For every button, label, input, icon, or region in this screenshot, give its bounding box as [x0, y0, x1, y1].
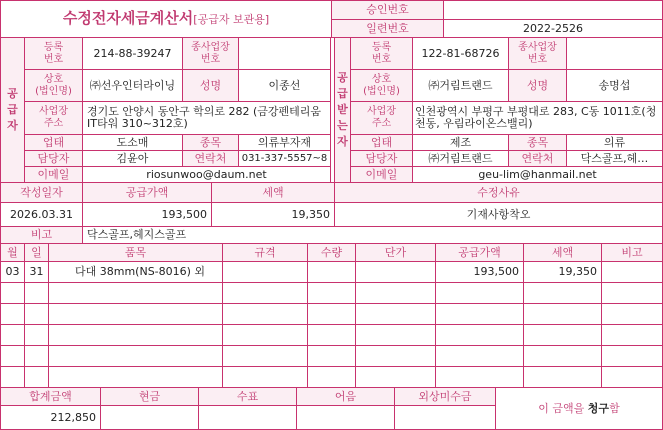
row-supply: [436, 325, 524, 346]
supplier-item: 의류부자재: [239, 135, 331, 151]
col-spec: 규격: [223, 244, 308, 262]
row-tax: [524, 325, 602, 346]
row-day: [25, 304, 49, 325]
row-month: [1, 346, 25, 367]
buyer-reg-label: 등록 번호: [351, 38, 413, 70]
serial-label: 일련번호: [332, 20, 444, 38]
supplier-name-label: 상호 (법인명): [25, 70, 83, 102]
credit-label: 외상미수금: [395, 388, 496, 406]
buyer-contact-label: 담당자: [351, 151, 413, 167]
supplier-side-label: 공급자: [1, 38, 25, 183]
issue-date: 2026.03.31: [1, 203, 83, 227]
col-remark: 비고: [602, 244, 662, 262]
supplier-type: 도소매: [83, 135, 183, 151]
supplier-addr-label: 사업장 주소: [25, 102, 83, 135]
row-qty: [308, 262, 356, 283]
row-item: [49, 304, 223, 325]
row-tax: [524, 367, 602, 388]
supplier-company-name: ㈜선우인터라이닝: [83, 70, 183, 102]
row-item: 다대 38mm(NS-8016) 외: [49, 262, 223, 283]
buyer-address: 인천광역시 부평구 부평대로 283, C동 1011호(청천동, 우림라이온스밸리): [413, 102, 662, 135]
bill-amount: [297, 406, 395, 429]
row-remark: [602, 325, 662, 346]
approval-value: [444, 1, 662, 20]
row-supply: [436, 304, 524, 325]
supplier-item-label: 종목: [183, 135, 239, 151]
row-tax: [524, 346, 602, 367]
buyer-company-name: ㈜거림트랜드: [413, 70, 509, 102]
buyer-name-label: 상호 (법인명): [351, 70, 413, 102]
buyer-ceo-label: 성명: [509, 70, 567, 102]
supplier-email: riosunwoo@daum.net: [83, 167, 331, 183]
total-label: 합계금액: [1, 388, 101, 406]
supplier-contact-label: 담당자: [25, 151, 83, 167]
row-supply: [436, 346, 524, 367]
row-unit-price: [356, 346, 436, 367]
approval-label: 승인번호: [332, 1, 444, 20]
row-month: [1, 304, 25, 325]
row-unit-price: [356, 283, 436, 304]
row-day: 31: [25, 262, 49, 283]
supplier-type-label: 업태: [25, 135, 83, 151]
row-remark: [602, 283, 662, 304]
row-item: [49, 367, 223, 388]
check-amount: [199, 406, 297, 429]
supplier-sub-no: [239, 38, 331, 70]
row-unit-price: [356, 304, 436, 325]
supplier-reg-label: 등록 번호: [25, 38, 83, 70]
row-qty: [308, 325, 356, 346]
check-label: 수표: [199, 388, 297, 406]
note-label: 비고: [1, 227, 83, 244]
row-tax: 19,350: [524, 262, 602, 283]
row-qty: [308, 367, 356, 388]
reason-label: 수정사유: [335, 183, 662, 203]
row-day: [25, 283, 49, 304]
row-month: [1, 367, 25, 388]
buyer-type-label: 업태: [351, 135, 413, 151]
total-amount: 212,850: [1, 406, 101, 429]
tax-amount: 19,350: [212, 203, 335, 227]
row-unit-price: [356, 262, 436, 283]
buyer-sub-no: [567, 38, 662, 70]
buyer-contact: ㈜거림트랜드: [413, 151, 509, 167]
col-unit-price: 단가: [356, 244, 436, 262]
claim-word: 청구: [587, 401, 610, 415]
modify-reason: 기재사항착오: [335, 203, 662, 227]
buyer-email-label: 이메일: [351, 167, 413, 183]
buyer-type: 제조: [413, 135, 509, 151]
row-spec: [223, 262, 308, 283]
row-month: [1, 283, 25, 304]
row-month: 03: [1, 262, 25, 283]
row-qty: [308, 283, 356, 304]
row-day: [25, 346, 49, 367]
row-spec: [223, 325, 308, 346]
bill-label: 어음: [297, 388, 395, 406]
credit-amount: [395, 406, 496, 429]
row-item: [49, 325, 223, 346]
supplier-ceo: 이종선: [239, 70, 331, 102]
col-day: 일: [25, 244, 49, 262]
supplier-ceo-label: 성명: [183, 70, 239, 102]
buyer-item-label: 종목: [509, 135, 567, 151]
invoice-title: 수정전자세금계산서[공급자 보관용]: [1, 1, 332, 38]
buyer-phone: 닥스골프,헤…: [567, 151, 662, 167]
buyer-side-label: 공급받는자: [335, 38, 351, 183]
buyer-email: geu-lim@hanmail.net: [413, 167, 662, 183]
row-spec: [223, 367, 308, 388]
row-remark: [602, 346, 662, 367]
supplier-phone: 031-337-5557~8: [239, 151, 331, 167]
row-unit-price: [356, 325, 436, 346]
row-item: [49, 346, 223, 367]
row-day: [25, 325, 49, 346]
buyer-item: 의류: [567, 135, 662, 151]
row-remark: [602, 304, 662, 325]
cash-label: 현금: [101, 388, 199, 406]
serial-value: 2022-2526: [444, 20, 662, 38]
buyer-addr-label: 사업장 주소: [351, 102, 413, 135]
row-item: [49, 283, 223, 304]
row-remark: [602, 367, 662, 388]
supplier-contact: 김윤아: [83, 151, 183, 167]
row-spec: [223, 346, 308, 367]
row-remark: [602, 262, 662, 283]
row-supply: 193,500: [436, 262, 524, 283]
row-tax: [524, 304, 602, 325]
tax-label: 세액: [212, 183, 335, 203]
supplier-phone-label: 연락처: [183, 151, 239, 167]
row-qty: [308, 304, 356, 325]
col-tax: 세액: [524, 244, 602, 262]
row-supply: [436, 367, 524, 388]
row-supply: [436, 283, 524, 304]
col-qty: 수량: [308, 244, 356, 262]
buyer-phone-label: 연락처: [509, 151, 567, 167]
supplier-email-label: 이메일: [25, 167, 83, 183]
date-label: 작성일자: [1, 183, 83, 203]
row-day: [25, 367, 49, 388]
claim-statement: 이 금액을 청구 함: [538, 401, 620, 415]
buyer-sub-label: 종사업장 번호: [509, 38, 567, 70]
row-tax: [524, 283, 602, 304]
row-month: [1, 325, 25, 346]
note-value: 닥스골프,헤지스골프: [83, 227, 662, 244]
buyer-reg-no: 122-81-68726: [413, 38, 509, 70]
supply-label: 공급가액: [83, 183, 212, 203]
supplier-address: 경기도 안양시 동안구 학의로 282 (금강펜테리움 IT타워 310~312호): [83, 102, 331, 135]
supply-amount: 193,500: [83, 203, 212, 227]
col-item: 품목: [49, 244, 223, 262]
row-spec: [223, 283, 308, 304]
buyer-ceo: 송명섭: [567, 70, 662, 102]
row-spec: [223, 304, 308, 325]
row-unit-price: [356, 367, 436, 388]
col-month: 월: [1, 244, 25, 262]
col-supply: 공급가액: [436, 244, 524, 262]
supplier-reg-no: 214-88-39247: [83, 38, 183, 70]
row-qty: [308, 346, 356, 367]
cash-amount: [101, 406, 199, 429]
supplier-sub-label: 종사업장 번호: [183, 38, 239, 70]
